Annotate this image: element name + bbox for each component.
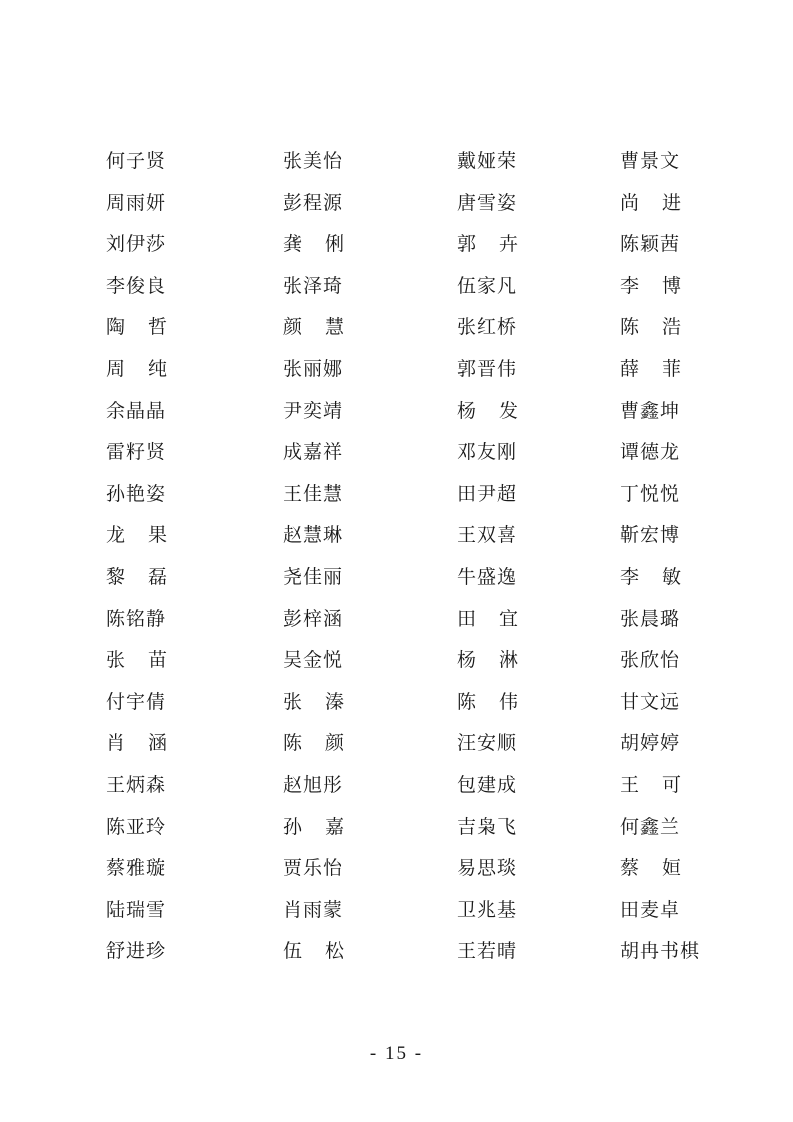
name-cell: 张泽琦 (283, 274, 344, 297)
name-cell: 李博 (620, 274, 705, 297)
page-number: - 15 - (369, 1043, 424, 1064)
name-cell: 王可 (620, 773, 705, 796)
name-cell: 曹鑫坤 (620, 399, 681, 422)
name-cell: 谭德龙 (620, 441, 681, 464)
name-cell: 陶哲 (106, 316, 191, 339)
name-cell: 龚俐 (283, 233, 368, 256)
name-cell: 田尹超 (457, 482, 518, 505)
name-cell: 尹奕靖 (283, 399, 344, 422)
name-cell: 易思琰 (457, 857, 518, 880)
name-cell: 丁悦悦 (620, 482, 681, 505)
name-cell: 张苗 (106, 649, 191, 672)
name-cell: 甘文远 (620, 690, 681, 713)
name-cell: 余晶晶 (106, 399, 167, 422)
name-cell: 田宜 (457, 607, 542, 630)
name-cell: 王若晴 (457, 940, 518, 963)
name-cell: 李俊良 (106, 274, 167, 297)
name-cell: 包建成 (457, 773, 518, 796)
name-cell: 黎磊 (106, 565, 191, 588)
name-cell: 肖涵 (106, 732, 191, 755)
name-cell: 李敏 (620, 565, 705, 588)
name-cell: 张溱 (283, 690, 368, 713)
name-cell: 何子贤 (106, 150, 167, 172)
name-cell: 赵旭彤 (283, 773, 344, 796)
name-cell: 陈浩 (620, 316, 705, 339)
name-cell: 陈亚玲 (106, 815, 167, 838)
name-cell: 汪安顺 (457, 732, 518, 755)
name-cell: 郭卉 (457, 233, 542, 256)
name-cell: 邓友刚 (457, 441, 518, 464)
name-cell: 伍松 (283, 940, 368, 963)
name-cell: 尧佳丽 (283, 565, 344, 588)
name-cell: 陆瑞雪 (106, 898, 167, 921)
name-cell: 靳宏博 (620, 524, 681, 547)
name-cell: 张欣怡 (620, 649, 681, 672)
name-cell: 蔡姮 (620, 857, 705, 880)
name-cell: 张红桥 (457, 316, 518, 339)
name-cell: 尚进 (620, 191, 705, 214)
name-cell: 陈颜 (283, 732, 368, 755)
name-cell: 赵慧琳 (283, 524, 344, 547)
name-cell: 贾乐怡 (283, 857, 344, 880)
name-cell: 陈伟 (457, 690, 542, 713)
name-cell: 彭程源 (283, 191, 344, 214)
name-cell: 张美怡 (283, 150, 344, 172)
name-cell: 唐雪姿 (457, 191, 518, 214)
name-cell: 周雨妍 (106, 191, 167, 214)
name-cell: 伍家凡 (457, 274, 518, 297)
name-cell: 杨发 (457, 399, 542, 422)
names-grid (106, 144, 746, 976)
name-cell: 颜慧 (283, 316, 368, 339)
name-cell: 郭晋伟 (457, 357, 518, 380)
name-cell: 刘伊莎 (106, 233, 167, 256)
name-cell: 吴金悦 (283, 649, 344, 672)
name-cell: 成嘉祥 (283, 441, 344, 464)
name-cell: 薛菲 (620, 357, 705, 380)
name-cell: 胡冉书棋 (620, 940, 701, 963)
name-cell: 蔡雅璇 (106, 857, 167, 880)
name-cell: 孙嘉 (283, 815, 368, 838)
name-cell: 胡婷婷 (620, 732, 681, 755)
name-cell: 张晨璐 (620, 607, 681, 630)
name-cell: 吉枭飞 (457, 815, 518, 838)
name-cell: 牛盛逸 (457, 565, 518, 588)
name-cell: 周纯 (106, 357, 191, 380)
name-cell: 卫兆基 (457, 898, 518, 921)
name-cell: 戴娅荣 (457, 150, 518, 172)
name-cell: 舒进珍 (106, 940, 167, 963)
name-cell: 王佳慧 (283, 482, 344, 505)
name-cell: 肖雨蒙 (283, 898, 344, 921)
name-cell: 彭梓涵 (283, 607, 344, 630)
name-cell: 杨淋 (457, 649, 542, 672)
name-cell: 雷籽贤 (106, 441, 167, 464)
name-cell: 王双喜 (457, 524, 518, 547)
name-cell: 陈颖茜 (620, 233, 681, 256)
name-cell: 付宇倩 (106, 690, 167, 713)
name-cell: 孙艳姿 (106, 482, 167, 505)
name-cell: 田麦卓 (620, 898, 681, 921)
name-cell: 曹景文 (620, 150, 681, 172)
name-cell: 王炳森 (106, 773, 167, 796)
name-cell: 龙果 (106, 524, 191, 547)
name-cell: 何鑫兰 (620, 815, 681, 838)
name-cell: 陈铭静 (106, 607, 167, 630)
name-cell: 张丽娜 (283, 357, 344, 380)
